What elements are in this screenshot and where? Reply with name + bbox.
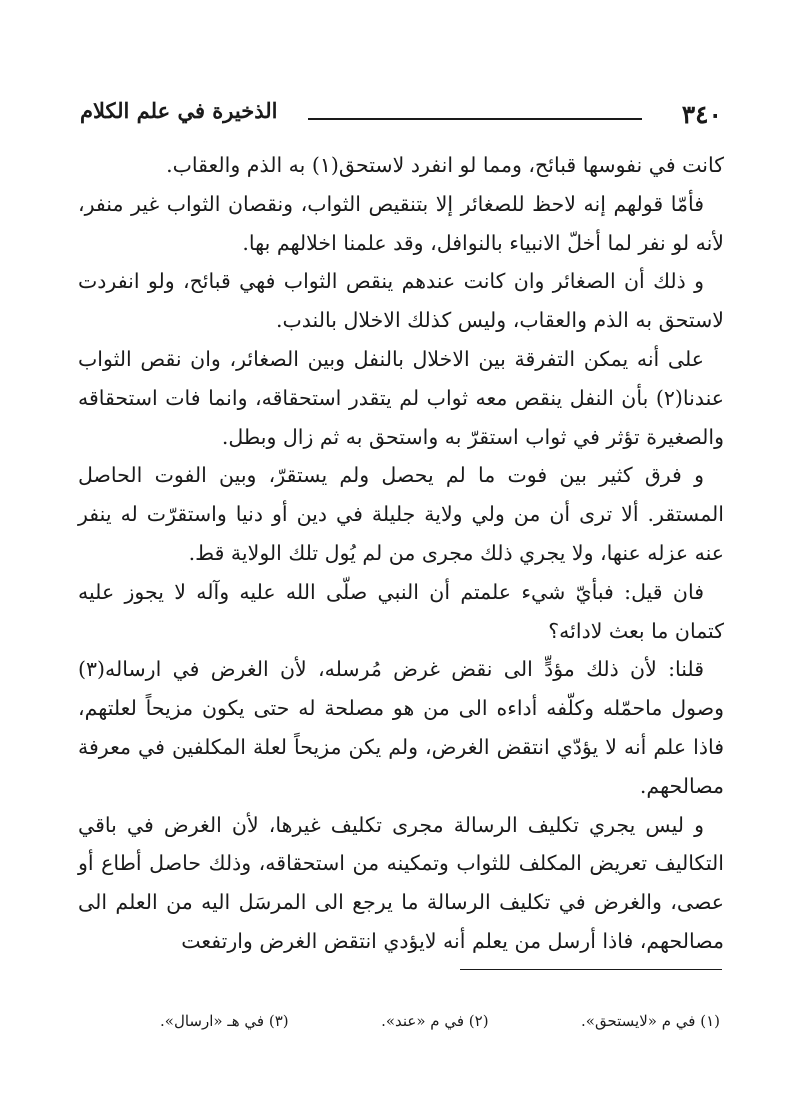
footnotes [160, 1012, 720, 1030]
paragraph: و فرق كثير بين فوت ما لم يحصل ولم يستقرّ، وبين الفوت الحاصل المستقر. ألا ترى أن من ولي ولاية جليلة في دين أو دنيا واستقرّت له ينفر عنه عزله عنها، ولا يجري ذلك مجرى من لم يُول تلك الولاية قط. [78, 463, 724, 565]
paragraph: على أنه يمكن التفرقة بين الاخلال بالنفل وبين الصغائر، وان نقص الثواب عندنا(٢) بأن النفل ينقص معه ثواب لم يتقدر استحقاقه، وانما فات استحقاقه والصغيرة تؤثر في ثواب استقرّ به واستحق به ثم زال وبطل. [78, 346, 724, 449]
paragraph: و ليس يجري تكليف الرسالة مجرى تكليف غيرها، لأن الغرض في باقي التكاليف تعريض المكلف للثواب وتمكينه من استحقاقه، وذلك حاصل أطاع أو عصى، والغرض في تكليف الرسالة ما يرجع الى المرسَل اليه من العلم الى مصالحهم، فاذا أرسل من يعلم أنه لايؤدي انتقض الغرض وارتفعت [78, 812, 724, 953]
paragraph: قلنا: لأن ذلك مؤدٍّ الى نقض غرض مُرسله، لأن الغرض في ارساله(٣) وصول ماحمّله وكلّفه أداءه الى من هو مصلحة له حتى يكون مزيحاً لعلتهم، فاذا علم أنه لا يؤدّي انتقض الغرض، ولم يكن مزيحاً لعلة المكلفين في معرفة مصالحهم. [78, 657, 724, 798]
paragraph: فأمّا قولهم إنه لاحظ للصغائر إلا بتنقيص الثواب، ونقصان الثواب غير منفر، لأنه لو نفر لما أخلّ الانبياء بالنوافل، وقد علمنا اخلالهم بها. [78, 191, 724, 255]
paragraph: فان قيل: فبأيّ شيء علمتم أن النبي صلّى الله عليه وآله لا يجوز عليه كتمان ما بعث لادائه؟ [78, 579, 724, 643]
footnote-2: (٢) في م «عند». [381, 1012, 489, 1030]
page-header [80, 98, 722, 138]
body-text [78, 146, 724, 961]
footnote-3: (٣) في هـ «ارسال». [160, 1012, 289, 1030]
page-number: ٣٤٠ [681, 100, 722, 129]
footnote-1: (١) في م «لايستحق». [581, 1012, 720, 1030]
footnote-separator [460, 969, 722, 970]
running-title: الذخيرة في علم الكلام [80, 98, 278, 123]
paragraph: كانت في نفوسها قبائح، ومما لو انفرد لاستحق(١) به الذم والعقاب. [166, 153, 724, 177]
header-rule [308, 118, 642, 120]
paragraph: و ذلك أن الصغائر وان كانت عندهم ينقص الثواب فهي قبائح، ولو انفردت لاستحق به الذم والعقاب، وليس كذلك الاخلال بالندب. [78, 269, 724, 333]
